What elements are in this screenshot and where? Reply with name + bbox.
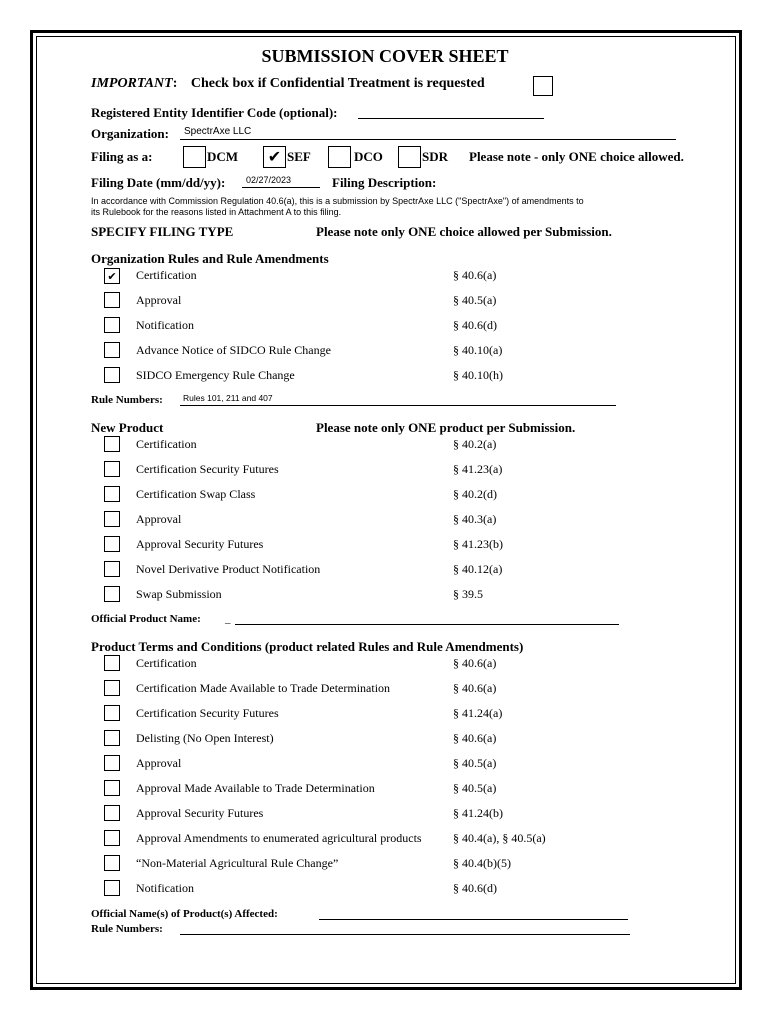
filing-as-dco-label: DCO	[354, 149, 383, 164]
product-terms-label: Notification	[136, 881, 194, 895]
new-product-section: § 40.3(a)	[453, 512, 497, 526]
organization-label: Organization:	[91, 126, 169, 141]
new-product-label: Novel Derivative Product Notification	[136, 562, 321, 576]
filing-as-sdr-label: SDR	[422, 149, 449, 164]
official-product-name-field[interactable]	[235, 624, 619, 625]
new-product-swap-submission-checkbox[interactable]	[104, 586, 120, 602]
org-rule-label: Notification	[136, 318, 194, 332]
product-terms-approval-mat-checkbox[interactable]	[104, 780, 120, 796]
org-rule-section: § 40.10(a)	[453, 343, 503, 357]
product-terms-approval-security-futures-checkbox[interactable]	[104, 805, 120, 821]
org-rule-label: Certification	[136, 268, 197, 282]
new-product-label: Approval Security Futures	[136, 537, 264, 551]
product-terms-section: § 40.5(a)	[453, 756, 497, 770]
product-terms-label: Approval	[136, 756, 182, 770]
product-terms-certification-checkbox[interactable]	[104, 655, 120, 671]
new-product-section: § 40.2(a)	[453, 437, 497, 451]
final-rule-numbers-label: Rule Numbers:	[91, 923, 163, 935]
product-terms-label: Approval Security Futures	[136, 806, 264, 820]
rule-numbers-label: Rule Numbers:	[91, 394, 163, 406]
org-rule-notification-checkbox[interactable]	[104, 317, 120, 333]
sef-check-mark: ✔	[267, 147, 282, 166]
product-terms-cert-security-futures-checkbox[interactable]	[104, 705, 120, 721]
entity-code-field[interactable]	[358, 118, 544, 119]
new-product-label: Approval	[136, 512, 182, 526]
org-rule-label: Advance Notice of SIDCO Rule Change	[136, 343, 331, 357]
org-rule-label: Approval	[136, 293, 182, 307]
org-rule-approval-checkbox[interactable]	[104, 292, 120, 308]
product-terms-label: Approval Made Available to Trade Determination	[136, 781, 375, 795]
new-product-section: § 39.5	[453, 587, 483, 601]
product-terms-heading: Product Terms and Conditions (product related Rules and Rule Amendments)	[91, 639, 524, 654]
new-product-cert-security-futures-checkbox[interactable]	[104, 461, 120, 477]
product-terms-non-material-checkbox[interactable]	[104, 855, 120, 871]
new-product-note: Please note only ONE product per Submission.	[316, 420, 576, 435]
product-terms-section: § 40.6(a)	[453, 681, 497, 695]
product-terms-label: “Non-Material Agricultural Rule Change”	[136, 856, 339, 870]
important-colon: :	[172, 76, 178, 91]
org-rule-label: SIDCO Emergency Rule Change	[136, 368, 295, 382]
filing-as-sef-label: SEF	[287, 149, 311, 164]
specify-filing-type-label: SPECIFY FILING TYPE	[91, 224, 234, 239]
specify-filing-type-note: Please note only ONE choice allowed per Submission.	[316, 224, 612, 239]
new-product-label: Certification	[136, 437, 197, 451]
filing-description-line2: its Rulebook for the reasons listed in Attachment A to this filing.	[91, 207, 342, 217]
org-rule-sidco-advance-checkbox[interactable]	[104, 342, 120, 358]
new-product-section: § 41.23(b)	[453, 537, 503, 551]
new-product-cert-swap-class-checkbox[interactable]	[104, 486, 120, 502]
official-product-name-label: Official Product Name:	[91, 613, 201, 625]
new-product-label: Swap Submission	[136, 587, 222, 601]
product-terms-section: § 40.6(a)	[453, 656, 497, 670]
filing-as-sef-checkbox[interactable]	[263, 146, 286, 168]
entity-code-label: Registered Entity Identifier Code (optional):	[91, 105, 338, 120]
org-rule-sidco-emergency-checkbox[interactable]	[104, 367, 120, 383]
filing-as-sdr-checkbox[interactable]	[398, 146, 421, 168]
org-rule-certification-check-mark: ✔	[107, 269, 117, 283]
dcm-check-mark	[184, 147, 205, 167]
product-terms-notification-checkbox[interactable]	[104, 880, 120, 896]
filing-as-label: Filing as a:	[91, 149, 153, 164]
product-terms-label: Certification Made Available to Trade Determination	[136, 681, 391, 695]
new-product-label: Certification Swap Class	[136, 487, 256, 501]
product-terms-section: § 40.5(a)	[453, 781, 497, 795]
org-rules-heading: Organization Rules and Rule Amendments	[91, 251, 329, 266]
product-terms-label: Approval Amendments to enumerated agricultural products	[136, 831, 422, 845]
new-product-approval-checkbox[interactable]	[104, 511, 120, 527]
page-title: SUBMISSION COVER SHEET	[261, 46, 509, 66]
confidential-row	[91, 76, 485, 92]
filing-as-dco-checkbox[interactable]	[328, 146, 351, 168]
product-terms-delisting-checkbox[interactable]	[104, 730, 120, 746]
new-product-heading: New Product	[91, 420, 164, 435]
rule-numbers-field[interactable]	[180, 393, 616, 406]
official-product-name-value: _	[225, 613, 231, 625]
products-affected-field[interactable]	[319, 919, 628, 920]
product-terms-label: Certification	[136, 656, 197, 670]
new-product-section: § 41.23(a)	[453, 462, 503, 476]
filing-description-label: Filing Description:	[332, 175, 437, 190]
products-affected-label: Official Name(s) of Product(s) Affected:	[91, 908, 278, 920]
new-product-section: § 40.12(a)	[453, 562, 503, 576]
filing-date-field[interactable]	[242, 175, 320, 188]
filing-description-line1: In accordance with Commission Regulation 40.6(a), this is a submission by SpectrAxe LLC ("SpectrAxe") of amendments to	[91, 196, 584, 206]
filing-as-dcm-label: DCM	[207, 149, 239, 164]
filing-date-label: Filing Date (mm/dd/yy):	[91, 175, 226, 190]
important-prefix: IMPORTANT	[91, 76, 173, 91]
product-terms-section: § 40.4(a), § 40.5(a)	[453, 831, 546, 845]
confidential-label: Check box if Confidential Treatment is requested	[190, 76, 485, 91]
org-rule-section: § 40.6(a)	[453, 268, 497, 282]
rule-numbers-value: Rules 101, 211 and 407	[183, 393, 273, 403]
filing-date-value: 02/27/2023	[246, 175, 292, 185]
new-product-label: Certification Security Futures	[136, 462, 279, 476]
filing-as-note: Please note - only ONE choice allowed.	[469, 149, 684, 164]
product-terms-section: § 41.24(b)	[453, 806, 503, 820]
org-rule-section: § 40.10(h)	[453, 368, 503, 382]
final-rule-numbers-field[interactable]	[180, 934, 630, 935]
product-terms-approval-checkbox[interactable]	[104, 755, 120, 771]
org-rule-section: § 40.5(a)	[453, 293, 497, 307]
new-product-certification-checkbox[interactable]	[104, 436, 120, 452]
product-terms-cert-mat-checkbox[interactable]	[104, 680, 120, 696]
product-terms-approval-agricultural-checkbox[interactable]	[104, 830, 120, 846]
new-product-section: § 40.2(d)	[453, 487, 497, 501]
new-product-approval-security-futures-checkbox[interactable]	[104, 536, 120, 552]
product-terms-label: Delisting (No Open Interest)	[136, 731, 274, 745]
product-terms-label: Certification Security Futures	[136, 706, 279, 720]
organization-field[interactable]	[180, 126, 676, 140]
organization-value: SpectrAxe LLC	[184, 126, 252, 137]
confidential-checkbox[interactable]	[533, 76, 553, 96]
product-terms-section: § 41.24(a)	[453, 706, 503, 720]
org-rule-certification-checkbox[interactable]	[104, 268, 120, 284]
filing-as-dcm-checkbox[interactable]	[183, 146, 206, 168]
product-terms-section: § 40.6(d)	[453, 881, 497, 895]
new-product-novel-derivative-checkbox[interactable]	[104, 561, 120, 577]
product-terms-section: § 40.4(b)(5)	[453, 856, 511, 870]
product-terms-section: § 40.6(a)	[453, 731, 497, 745]
org-rule-section: § 40.6(d)	[453, 318, 497, 332]
